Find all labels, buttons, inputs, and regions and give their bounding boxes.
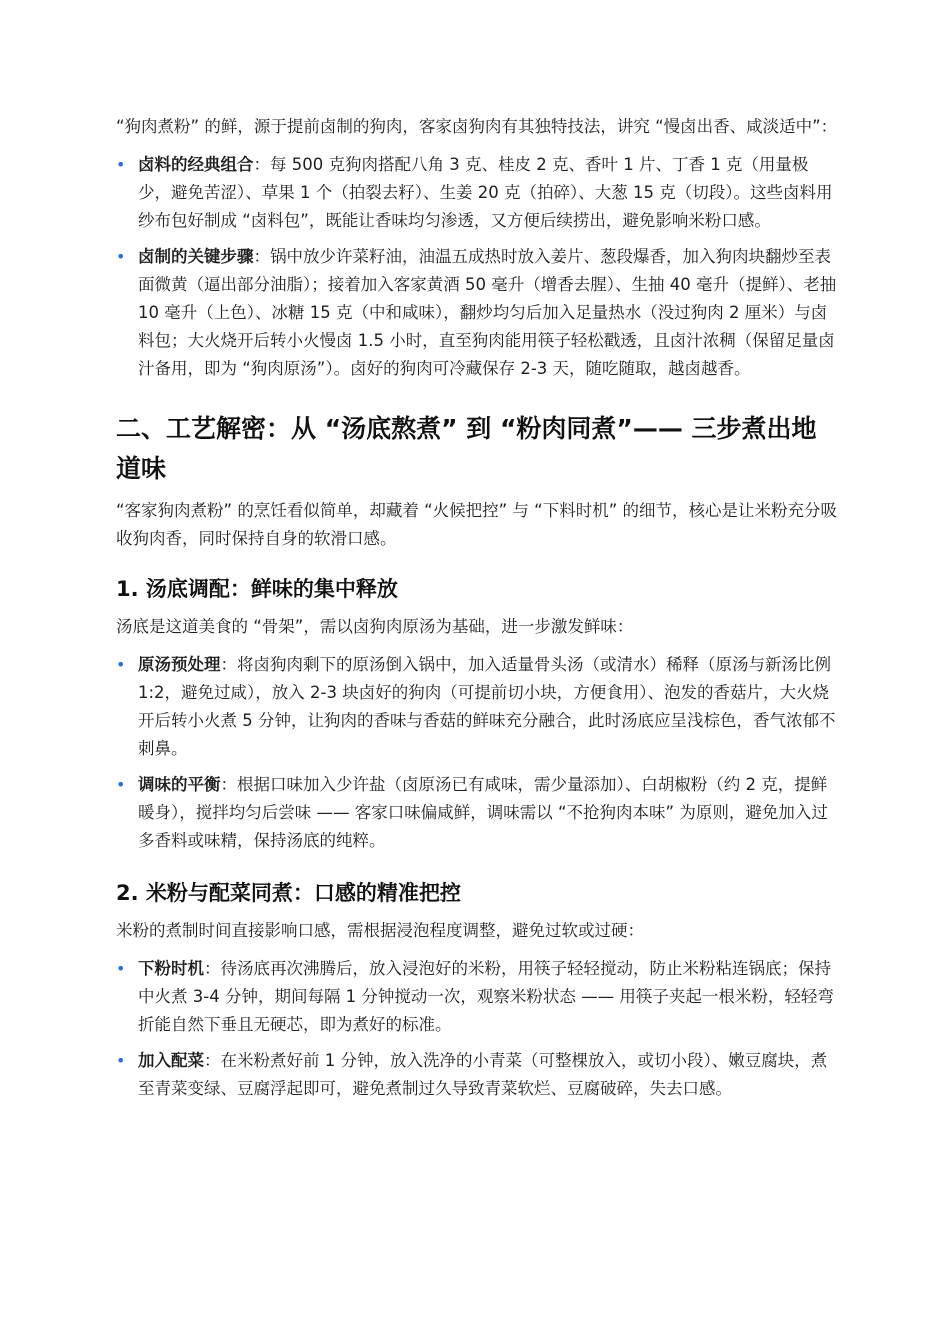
- item-text: ：每 500 克狗肉搭配八角 3 克、桂皮 2 克、香叶 1 片、丁香 1 克（用量极少，避免苦涩）、草果 1 个（拍裂去籽）、生姜 20 克（拍碎）、大葱 15 克（切段）。这些卤料用纱布包好制成 “卤料包”，既能让香味均匀渗透，又方便后续捞出，避免影响米粉口感。: [138, 155, 833, 230]
- noodle-list: [116, 955, 838, 1103]
- bullet-icon: •: [116, 655, 126, 674]
- list-item: [116, 651, 838, 763]
- item-text: ：将卤狗肉剩下的原汤倒入锅中，加入适量骨头汤（或清水）稀释（原汤与新汤比例 1:2，避免过咸），放入 2-3 块卤好的狗肉（可提前切小块，方便食用）、泡发的香菇片，大火烧开后转小火煮 5 分钟，让狗肉的香味与香菇的鲜味充分融合，此时汤底应呈浅棕色，香气浓郁不刺鼻。: [138, 655, 836, 758]
- bullet-icon: •: [116, 775, 126, 794]
- list-item: [116, 243, 838, 383]
- item-text: ：待汤底再次沸腾后，放入浸泡好的米粉，用筷子轻轻搅动，防止米粉粘连锅底；保持中火煮 3-4 分钟，期间每隔 1 分钟搅动一次，观察米粉状态 —— 用筷子夹起一根米粉，轻轻弯折能自然下垂且无硬芯，即为煮好的标准。: [138, 959, 834, 1034]
- bullet-icon: •: [116, 959, 126, 978]
- intro-paragraph: “狗肉煮粉” 的鲜，源于提前卤制的狗肉，客家卤狗肉有其独特技法，讲究 “慢卤出香、咸淡适中”：: [116, 117, 838, 136]
- item-title: 加入配菜: [138, 1051, 204, 1070]
- bullet-icon: •: [116, 1051, 126, 1070]
- section-heading: 二、工艺解密：从 “汤底熬煮” 到 “粉肉同煮”—— 三步煮出地道味: [116, 414, 817, 483]
- item-title: 下粉时机: [138, 959, 204, 978]
- soup-list: [116, 651, 838, 855]
- bullet-icon: •: [116, 155, 126, 174]
- list-item: [116, 955, 838, 1039]
- subsection-intro: 米粉的煮制时间直接影响口感，需根据浸泡程度调整，避免过软或过硬：: [116, 921, 644, 940]
- bullet-icon: •: [116, 247, 126, 266]
- list-item: [116, 771, 838, 855]
- subsection-heading: 2. 米粉与配菜同煮：口感的精准把控: [116, 881, 461, 905]
- section-intro: “客家狗肉煮粉” 的烹饪看似简单，却藏着 “火候把控” 与 “下料时机” 的细节，核心是让米粉充分吸收狗肉香，同时保持自身的软滑口感。: [116, 501, 838, 548]
- marinade-list: [116, 151, 838, 383]
- subsection-intro: 汤底是这道美食的 “骨架”，需以卤狗肉原汤为基础，进一步激发鲜味：: [116, 617, 634, 636]
- list-item: [116, 151, 838, 235]
- document-page: [116, 113, 838, 1103]
- item-text: ：在米粉煮好前 1 分钟，放入洗净的小青菜（可整棵放入，或切小段）、嫩豆腐块，煮至青菜变绿、豆腐浮起即可，避免煮制过久导致青菜软烂、豆腐破碎，失去口感。: [138, 1051, 828, 1098]
- item-title: 卤制的关键步骤: [138, 247, 254, 266]
- item-title: 原汤预处理: [138, 655, 221, 674]
- item-title: 卤料的经典组合: [138, 155, 254, 174]
- item-text: ：锅中放少许菜籽油，油温五成热时放入姜片、葱段爆香，加入狗肉块翻炒至表面微黄（逼出部分油脂）；接着加入客家黄酒 50 毫升（增香去腥）、生抽 40 毫升（提鲜）、老抽 10 毫升（上色）、冰糖 15 克（中和咸味），翻炒均匀后加入足量热水（没过狗肉 2 厘米）与卤料包；大火烧开后转小火慢卤 1.5 小时，直至狗肉能用筷子轻松戳透，且卤汁浓稠（保留足量卤汁备用，即为 “狗肉原汤”）。卤好的狗肉可冷藏保存 2-3 天，随吃随取，越卤越香。: [138, 247, 837, 378]
- item-title: 调味的平衡: [138, 775, 221, 794]
- subsection-heading: 1. 汤底调配：鲜味的集中释放: [116, 577, 398, 601]
- list-item: [116, 1047, 838, 1103]
- item-text: ：根据口味加入少许盐（卤原汤已有咸味，需少量添加）、白胡椒粉（约 2 克，提鲜暖身），搅拌均匀后尝味 —— 客家口味偏咸鲜，调味需以 “不抢狗肉本味” 为原则，避免加入过多香料或味精，保持汤底的纯粹。: [138, 775, 828, 850]
